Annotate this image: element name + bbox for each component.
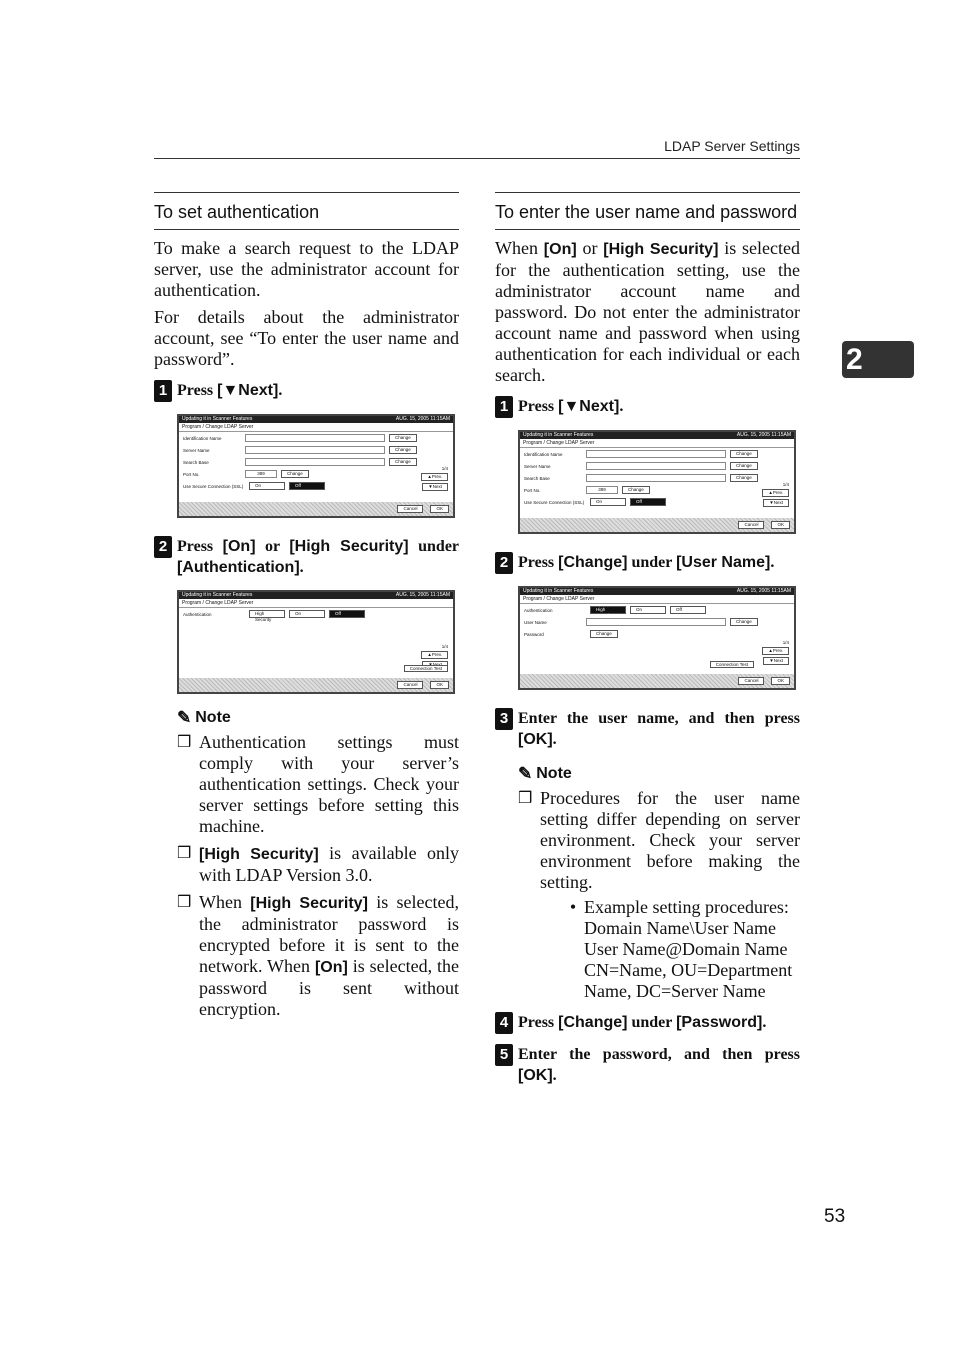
bullet-icon: • (569, 897, 577, 917)
step-2 (495, 552, 800, 574)
checkbox-icon: ❒ (177, 734, 192, 751)
right-column (495, 192, 800, 1086)
screen-nav: 1/4 ▲Prev. ▼Next (417, 466, 448, 491)
screen-subtitle: Program / Change LDAP Server (179, 599, 453, 608)
screen-row-port: Port No. 389 Change (179, 468, 453, 480)
step-text: Press [▼Next]. (177, 382, 283, 399)
step-number: 1 (495, 396, 513, 418)
step-text: Press [Change] under [Password]. (518, 1014, 767, 1031)
paragraph: To make a search request to the LDAP server, use the administrator account for authentication. (154, 238, 459, 300)
step-number: 3 (495, 708, 513, 730)
paragraph: When [On] or [High Security] is selected for the authentication setting, use the administrator account name and password. Do not enter the administrator account name and password when using authentication for each individual or each search. (495, 238, 800, 385)
screen-row-auth: Authentication High Security On Off (179, 608, 453, 620)
checkbox-icon: ❒ (518, 790, 533, 807)
ldap-auth-screen (177, 590, 455, 694)
screen-row-server: Server Name Change (179, 444, 453, 456)
screen-row-ssl: Use Secure Connection (SSL) On Off (179, 480, 453, 492)
step-number: 1 (154, 380, 172, 402)
screen-row-ident: Identification Name Change (179, 432, 453, 444)
pencil-icon: ✎ (518, 764, 533, 783)
ldap-settings-screen-2: Updating it in Scanner Features AUG. 15, 2005 11:15AM Program / Change LDAP Server Identification Name Change Server Name Change Search Base Change Port No. 389 Change Use Secure Connection (SSL) On Off 1/4 ▲Prev. ▼Next Cancel OK (518, 430, 796, 534)
screen-nav: 1/4 ▲Prev. (417, 644, 448, 669)
chapter-tab: 2 (842, 341, 914, 378)
step-3 (495, 708, 800, 750)
screen-footer: Cancel OK (179, 678, 453, 692)
screen-footer: Cancel OK (179, 502, 453, 516)
running-header: LDAP Server Settings (664, 138, 800, 154)
step-1 (154, 380, 459, 402)
screen-subtitle: Program / Change LDAP Server (179, 423, 453, 432)
step-text: Press [On] or [High Security] under [Authentication]. (177, 538, 460, 576)
step-text: Press [Change] under [User Name]. (518, 554, 775, 571)
ldap-settings-screen-1 (177, 414, 455, 518)
header-rule (154, 158, 800, 159)
checkbox-icon: ❒ (177, 894, 192, 911)
step-4 (495, 1012, 800, 1034)
paragraph: For details about the administrator account, see “To enter the user name and password”. (154, 307, 459, 369)
screen-conn: Connection Test (400, 657, 448, 675)
step-number: 4 (495, 1012, 513, 1034)
step-5 (495, 1044, 800, 1086)
pencil-icon: ✎ (177, 708, 192, 727)
note-heading: ✎ Note (518, 764, 572, 783)
step-text: Enter the password, and then press [OK]. (518, 1046, 800, 1084)
ldap-user-screen: Updating it in Scanner Features AUG. 15, 2005 11:15AM Program / Change LDAP Server Authentication High Security On Off User Name Change Password Change 1/4 ▲Prev. ▼Next Connection Test Cancel OK (518, 586, 796, 690)
note-item: ❒ Procedures for the user name setting differ depending on server environment. Check your server environment before making the setting. • Example setting procedures: Domain Name\User Name User Name@Domain Name CN=Name, OU=Department Name, DC=Server Name (518, 788, 800, 1001)
section-heading-authentication: To set authentication (154, 192, 459, 230)
note-item: ❒ [High Security] is available only with LDAP Version 3.0. (177, 843, 460, 885)
left-column (154, 192, 459, 1026)
step-number: 2 (495, 552, 513, 574)
section-heading-user-password: To enter the user name and password (495, 192, 800, 230)
note-item: ❒ When [High Security] is selected, the administrator password is encrypted before it is sent to the network. When [On] is selected, the password is sent without encryption. (177, 892, 459, 1019)
checkbox-icon: ❒ (177, 845, 192, 862)
step-number: 2 (154, 536, 172, 558)
step-2 (154, 536, 459, 578)
screen-titlebar: Updating it in Scanner Features AUG. 15, 2005 11:15AM (179, 592, 453, 599)
step-1 (495, 396, 800, 418)
step-text: Enter the user name, and then press [OK]. (518, 710, 800, 748)
example-bullet: • Example setting procedures: Domain Name\User Name User Name@Domain Name CN=Name, OU=Department Name, DC=Server Name (562, 897, 800, 1002)
step-text: Press [▼Next]. (518, 398, 624, 415)
note-heading: ✎ Note (177, 708, 231, 727)
step-number: 5 (495, 1044, 513, 1066)
screen-titlebar: Updating it in Scanner Features AUG. 15, 2005 11:15AM (520, 432, 794, 439)
screen-subtitle: Program / Change LDAP Server (520, 439, 794, 448)
screen-titlebar: Updating it in Scanner Features AUG. 15, 2005 11:15AM (179, 416, 453, 423)
page-number: 53 (824, 1206, 846, 1227)
note-item: ❒ Authentication settings must comply with your server’s authentication settings. Check your server settings before setting this machine. (177, 732, 459, 836)
screen-row-base: Search Base Change (179, 456, 453, 468)
